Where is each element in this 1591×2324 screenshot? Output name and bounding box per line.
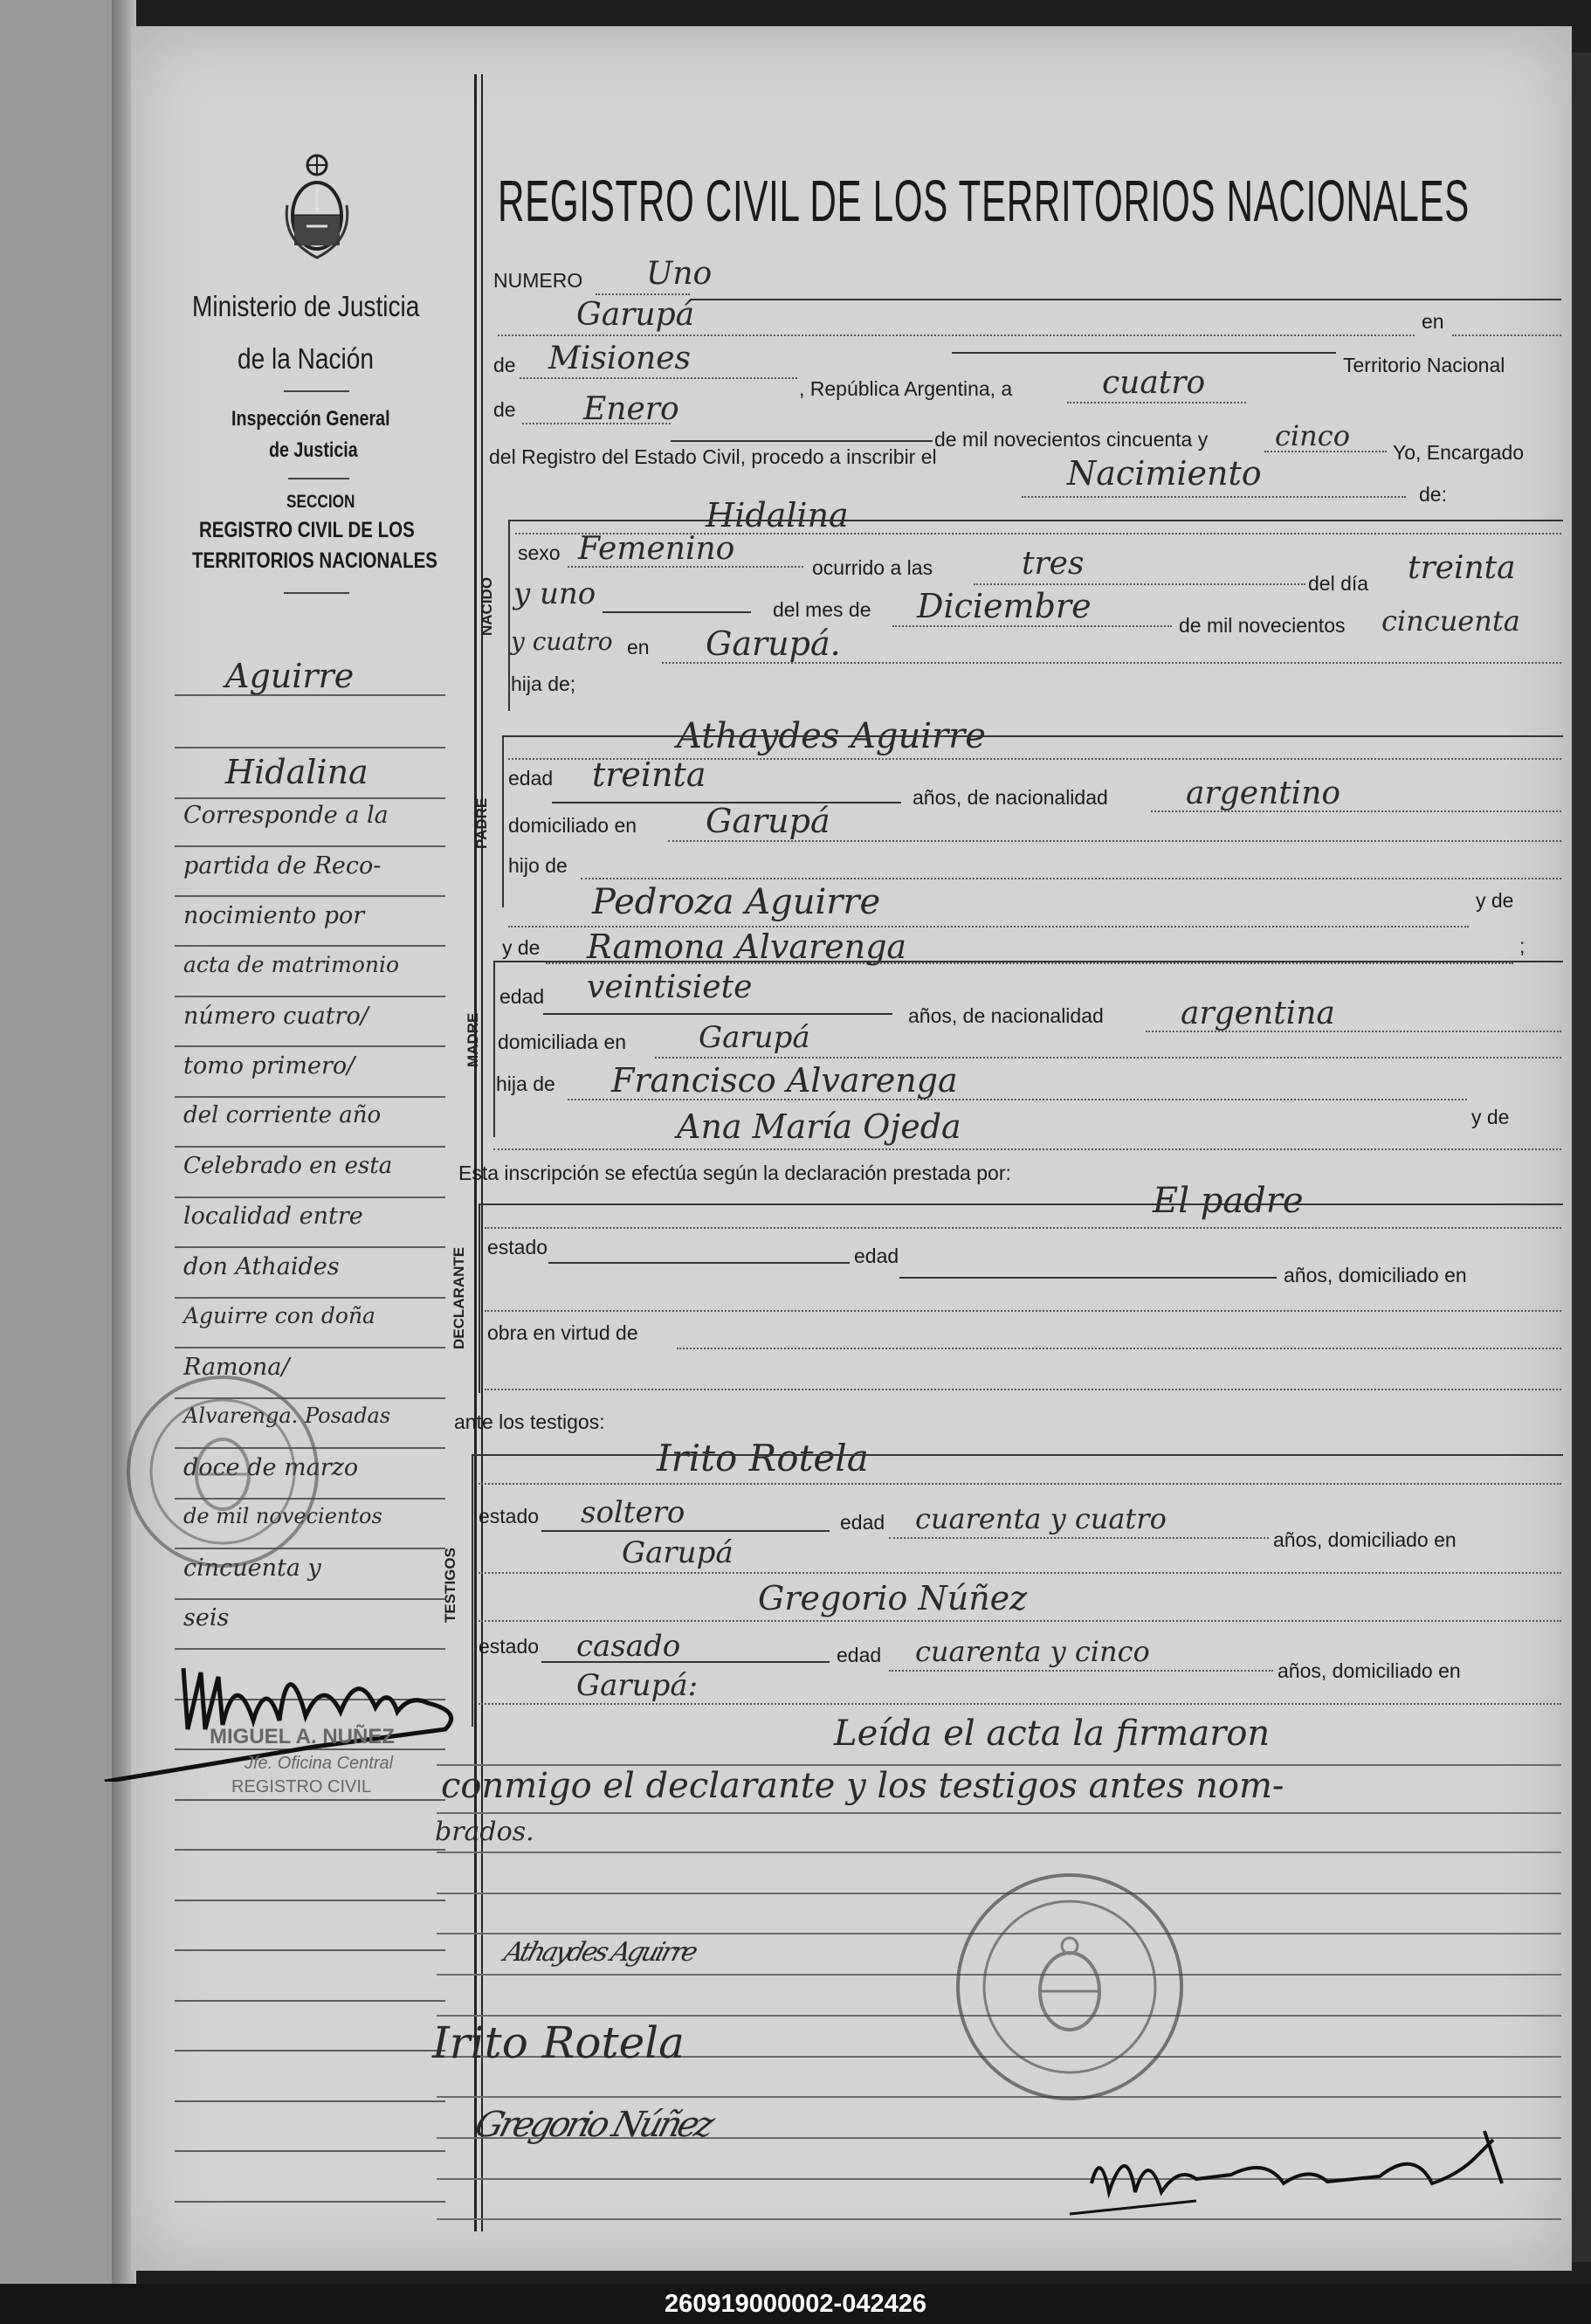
margin-rule xyxy=(175,895,445,897)
margin-rule xyxy=(175,1598,445,1600)
margin-rule xyxy=(175,2000,445,2002)
margin-rule xyxy=(175,2201,445,2203)
margin-note-line: seis xyxy=(183,1604,230,1631)
margin-rule xyxy=(175,1146,445,1148)
mes-nac-value: Diciembre xyxy=(917,587,1092,625)
section-line1: SECCION xyxy=(286,492,355,512)
margin-rule xyxy=(175,1196,445,1198)
de-label-1: de xyxy=(493,354,516,376)
margin-rule xyxy=(175,1096,445,1098)
coat-of-arms-icon xyxy=(282,153,352,262)
en-line xyxy=(1452,334,1561,336)
madre-domicilio-value: Garupá xyxy=(699,1020,810,1055)
padre-domicilio-line xyxy=(668,840,1561,842)
document-id-footer: 260919000002-042426 xyxy=(0,2284,1591,2324)
closing-line-3: brados. xyxy=(435,1817,534,1847)
declarante-bracket xyxy=(479,1203,1563,1393)
mes-value: Enero xyxy=(583,391,679,427)
testigo2-edad-line xyxy=(889,1670,1273,1672)
testigo1-edad-label: edad xyxy=(840,1511,885,1534)
header-divider-2 xyxy=(288,478,349,479)
margin-rule xyxy=(175,2050,445,2052)
testigo1-domicilio-line xyxy=(479,1572,1561,1574)
madre-nac-value: argentina xyxy=(1181,996,1335,1031)
semicolon: ; xyxy=(1519,934,1526,957)
testigo2-domic-label: años, domiciliado en xyxy=(1278,1659,1461,1682)
testigo1-estado-value: soltero xyxy=(581,1495,685,1530)
margin-note-line: partida de Reco- xyxy=(183,852,382,879)
margin-rule xyxy=(175,747,445,748)
declarante-line-3 xyxy=(485,1389,1561,1390)
testigo2-estado-value: casado xyxy=(576,1629,681,1664)
anio-line xyxy=(1264,451,1387,452)
del-dia-label: del día xyxy=(1308,572,1369,595)
testigo2-edad-value: cuarenta y cinco xyxy=(915,1635,1150,1668)
dia-nac-a-value: treinta xyxy=(1408,550,1516,586)
margin-rule xyxy=(175,1900,445,1901)
official-stamp-name: MIGUEL A. NUÑEZ xyxy=(210,1725,396,1748)
hora-line xyxy=(974,583,1305,585)
testigo2-edad-label: edad xyxy=(837,1644,882,1666)
territorio-underline xyxy=(952,352,1336,354)
anio-nac-a-value: cincuenta xyxy=(1381,604,1520,638)
margin-note-line: Alvarenga. Posadas xyxy=(183,1403,391,1428)
lugar-line xyxy=(498,334,1415,336)
margin-note-line: cincuenta y xyxy=(183,1555,321,1582)
obra-virtud-label: obra en virtud de xyxy=(487,1321,638,1344)
margin-rule xyxy=(175,1949,445,1951)
margin-note-line: número cuatro/ xyxy=(183,1003,368,1030)
declarante-domic-line xyxy=(485,1310,1561,1312)
testigos-vertical-label: TESTIGOS xyxy=(442,1548,458,1623)
padre-domicilio-label: domiciliado en xyxy=(508,814,637,837)
closing-line-2: conmigo el declarante y los testigos antes nom- xyxy=(441,1766,1285,1806)
ministry-line1: Ministerio de Justicia xyxy=(192,290,420,322)
territorio-line xyxy=(520,377,797,379)
margin-note-line: de mil novecientos xyxy=(183,1504,382,1528)
numero-value: Uno xyxy=(646,256,713,292)
inspection-line2: de Justicia xyxy=(269,438,358,462)
ante-testigos-label: ante los testigos: xyxy=(454,1410,605,1433)
testigo2-nombre-line xyxy=(479,1620,1561,1622)
closing-line-1: Leída el acta la firmaron xyxy=(834,1714,1271,1754)
margin-note-line: acta de matrimonio xyxy=(183,952,400,977)
closing-rule xyxy=(437,2218,1561,2220)
margin-rule xyxy=(175,797,445,799)
margin-note-line: nocimiento por xyxy=(183,902,365,929)
declarante-vertical-label: DECLARANTE xyxy=(451,1246,467,1349)
margin-rule xyxy=(175,2150,445,2152)
mes-line-2 xyxy=(671,440,933,442)
numero-line xyxy=(596,293,690,295)
madre-hija-de-label: hija de xyxy=(496,1072,555,1095)
anio-value: cinco xyxy=(1275,419,1350,452)
dia-nac-b-value: y uno xyxy=(513,576,596,611)
yo-encargado-label: Yo, Encargado xyxy=(1393,441,1525,464)
de-label-2: de xyxy=(493,398,516,421)
inspection-line1: Inspección General xyxy=(231,407,390,431)
testigo1-edad-value: cuarenta y cuatro xyxy=(915,1502,1167,1535)
testigo2-domicilio-line xyxy=(479,1703,1561,1705)
territorio-value: Misiones xyxy=(548,341,692,376)
closing-rule xyxy=(437,1852,1561,1853)
padre-vertical-label: PADRE xyxy=(473,797,490,849)
closing-rule xyxy=(437,1812,1561,1814)
acto-line xyxy=(1022,496,1406,498)
testigo2-nombre-value: Gregorio Núñez xyxy=(758,1579,1028,1617)
en-label-2: en xyxy=(627,636,650,659)
dia-nac-b-line xyxy=(603,611,751,613)
numero-label: NUMERO xyxy=(493,269,583,292)
declarante-edad-line xyxy=(899,1277,1277,1279)
margin-surname: Aguirre xyxy=(225,657,355,695)
lugar-nac-value: Garupá. xyxy=(706,624,841,663)
ministry-line2: de la Nación xyxy=(238,342,374,375)
margin-rule xyxy=(175,2100,445,2102)
margin-note-line: Aguirre con doña xyxy=(183,1303,375,1328)
padre-madre-value: Ramona Alvarenga xyxy=(587,928,907,966)
hora-value: tres xyxy=(1022,546,1085,582)
lugar-value: Garupá xyxy=(576,297,695,333)
signature-declarante: Athaydes Aguirre xyxy=(500,1937,699,1968)
en-label: en xyxy=(1422,310,1444,333)
madre-edad-value: veintisiete xyxy=(587,969,753,1005)
section-line3: TERRITORIOS NACIONALES xyxy=(192,548,437,573)
registry-round-stamp-icon xyxy=(122,1371,323,1572)
madre-padre-value: Francisco Alvarenga xyxy=(611,1061,958,1100)
padre-nac-value: argentino xyxy=(1186,776,1341,811)
madre-edad-line xyxy=(543,1013,892,1015)
signature-oficial-icon xyxy=(1065,2114,1519,2218)
padre-padre-value: Pedroza Aguirre xyxy=(592,882,881,922)
margin-note-line: doce de marzo xyxy=(183,1454,359,1481)
de-colon-label: de: xyxy=(1419,483,1447,506)
margin-rule xyxy=(175,1849,445,1851)
madre-domicilio-line xyxy=(655,1057,1561,1059)
signature-testigo1: Irito Rotela xyxy=(432,2017,685,2068)
testigo1-nombre-value: Irito Rotela xyxy=(657,1437,869,1479)
hijo-de-label: hijo de xyxy=(508,854,568,877)
margin-name: Hidalina xyxy=(225,753,368,791)
madre-domicilio-label: domiciliada en xyxy=(498,1031,627,1053)
madre-madre-line xyxy=(493,1148,1561,1150)
padre-domicilio-value: Garupá xyxy=(706,802,830,840)
margin-note-line: Corresponde a la xyxy=(183,802,389,829)
testigo1-edad-line xyxy=(889,1537,1269,1539)
dia-line xyxy=(1067,402,1246,403)
registry-title: REGISTRO CIVIL DE LOS TERRITORIOS NACIONALES xyxy=(498,169,1470,234)
declarante-estado-line xyxy=(548,1262,850,1264)
hija-de-label: hija de; xyxy=(511,672,576,695)
margin-rule xyxy=(175,1799,445,1801)
del-registro-label: del Registro del Estado Civil, procedo a inscribir el xyxy=(489,445,937,468)
testigo1-estado-line xyxy=(541,1530,830,1532)
madre-madre-value: Ana María Ojeda xyxy=(677,1107,961,1146)
padre-edad-value: treinta xyxy=(592,755,706,794)
republica-label: , República Argentina, a xyxy=(799,377,1013,400)
margin-rule xyxy=(175,996,445,997)
margin-note-line: don Athaides xyxy=(183,1253,340,1280)
padre-nombre-value: Athaydes Aguirre xyxy=(677,716,986,756)
margin-rule xyxy=(175,1246,445,1248)
declarante-edad-label: edad xyxy=(854,1245,899,1267)
del-mes-label: del mes de xyxy=(773,598,871,621)
ocurrido-label: ocurrido a las xyxy=(812,556,933,579)
column-divider xyxy=(474,74,477,2231)
mil-cincuenta-label: de mil novecientos cincuenta y xyxy=(934,428,1209,451)
margin-note-line: localidad entre xyxy=(183,1203,363,1230)
testigo2-estado-label: estado xyxy=(479,1635,540,1658)
margin-rule xyxy=(175,845,445,847)
dia-value: cuatro xyxy=(1102,365,1206,401)
madre-edad-label: edad xyxy=(499,985,545,1008)
obra-virtud-line xyxy=(677,1348,1561,1349)
mes-nac-line xyxy=(892,625,1172,627)
nacido-vertical-label: NACIDO xyxy=(479,576,495,636)
sexo-value: Femenino xyxy=(578,531,735,567)
hijo-de-line xyxy=(581,878,1561,879)
declarante-estado-label: estado xyxy=(487,1236,548,1259)
official-stamp-title1: Jfe. Oficina Central xyxy=(245,1754,394,1773)
testigo1-estado-label: estado xyxy=(479,1505,540,1527)
testigo2-estado-line xyxy=(541,1661,830,1663)
margin-rule xyxy=(175,945,445,947)
padre-y-de-label: y de xyxy=(1476,889,1514,912)
esta-inscripcion-label: Esta inscripción se efectúa según la declaración prestada por: xyxy=(458,1162,1011,1184)
margin-note-line: tomo primero/ xyxy=(183,1052,355,1079)
declarante-domic-label: años, domiciliado en xyxy=(1284,1264,1467,1286)
header-divider-3 xyxy=(284,592,349,594)
margin-rule xyxy=(175,1045,445,1047)
margin-note-line: Celebrado en esta xyxy=(183,1153,393,1179)
right-edge-shadow xyxy=(1572,52,1591,2262)
madre-vertical-label: MADRE xyxy=(465,1012,481,1067)
nombre-value: Hidalina xyxy=(706,496,849,534)
section-line2: REGISTRO CIVIL DE LOS xyxy=(199,518,415,542)
margin-rule xyxy=(175,1297,445,1299)
column-divider-2 xyxy=(481,74,483,2231)
declarante-value: El padre xyxy=(1153,1181,1304,1221)
sexo-label: sexo xyxy=(518,541,561,564)
anio-nac-b-value: y cuatro xyxy=(511,627,613,656)
padre-edad-label: edad xyxy=(508,767,554,790)
madre-y-de-label-2: y de xyxy=(1471,1106,1510,1128)
official-seal-icon xyxy=(952,1869,1188,2105)
numero-line-2 xyxy=(690,299,1561,300)
madre-y-de-label: y de xyxy=(502,936,541,959)
padre-nac-label: años, de nacionalidad xyxy=(913,786,1108,809)
testigo1-domicilio-value: Garupá xyxy=(622,1535,734,1570)
territorio-label: Territorio Nacional xyxy=(1343,354,1505,376)
header-divider xyxy=(284,390,349,392)
official-stamp-title2: REGISTRO CIVIL xyxy=(231,1777,372,1796)
margin-note-line: del corriente año xyxy=(183,1102,382,1128)
signature-testigo2: Gregorio Núñez xyxy=(470,2105,716,2145)
testigo2-domicilio-value: Garupá: xyxy=(576,1668,699,1703)
margin-rule xyxy=(175,1347,445,1348)
acto-value: Nacimiento xyxy=(1067,454,1262,493)
mil-novecientos-label: de mil novecientos xyxy=(1179,614,1346,637)
margin-note-line: Ramona/ xyxy=(183,1354,290,1381)
testigo1-domic-label: años, domiciliado en xyxy=(1273,1528,1457,1551)
madre-nac-label: años, de nacionalidad xyxy=(908,1004,1104,1027)
